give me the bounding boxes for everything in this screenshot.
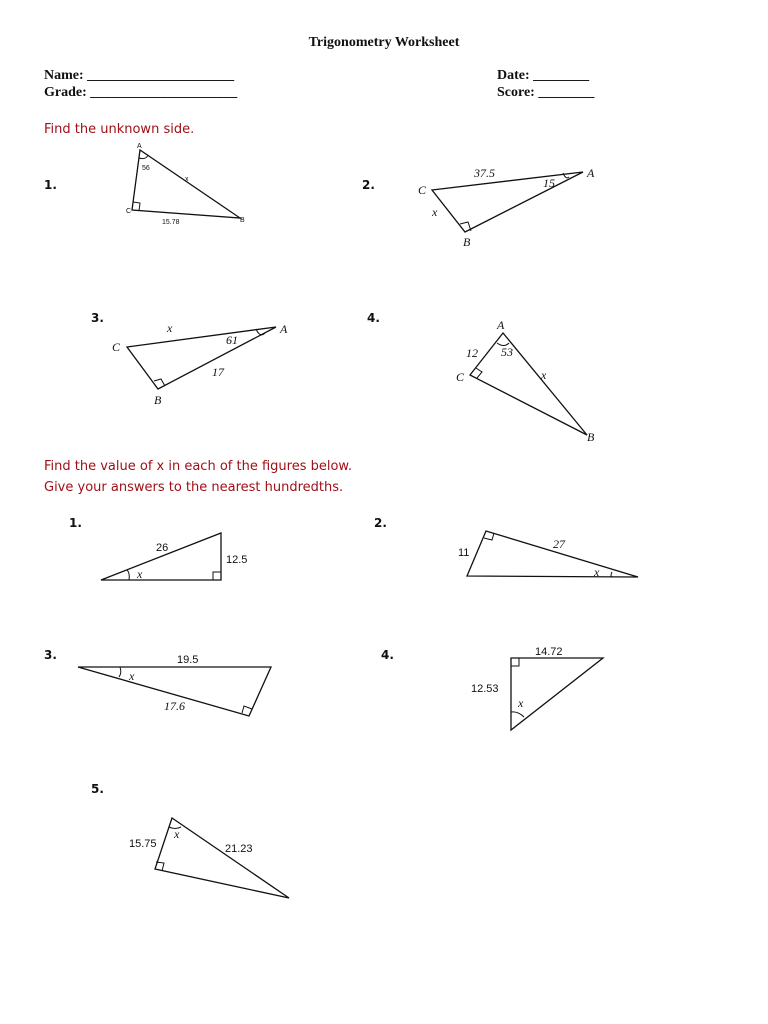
s1-p4-label-side: 12 xyxy=(466,346,478,360)
s1-p3-label-angle: 61 xyxy=(226,333,238,347)
s1-triangle-2 xyxy=(418,166,595,249)
s2-p5-label-left: 15.75 xyxy=(129,838,157,850)
s1-p4-label-angle: 53 xyxy=(501,345,513,359)
s2-p3-label-angle: x xyxy=(129,669,135,683)
s1-problem-1-number: 1. xyxy=(44,178,57,192)
s1-problem-4-number: 4. xyxy=(367,311,380,325)
s2-triangle-1 xyxy=(101,533,247,581)
s1-p1-label-C: C xyxy=(126,208,132,215)
s1-p2-label-C: C xyxy=(418,183,427,197)
s2-p5-label-angle: x xyxy=(174,827,180,841)
s1-triangle-3 xyxy=(112,321,288,407)
s1-problem-2-number: 2. xyxy=(362,178,375,192)
s2-problem-2-number: 2. xyxy=(374,516,387,530)
s1-p2-label-side: x xyxy=(432,205,438,219)
s1-p3-label-C: C xyxy=(112,340,121,354)
s1-triangle-4 xyxy=(456,318,595,444)
name-field[interactable]: Name: _____________________ xyxy=(44,68,235,83)
score-field[interactable]: Score: ________ xyxy=(497,85,595,100)
worksheet-title: Trigonometry Worksheet xyxy=(308,35,460,50)
s2-p1-label-hyp: 26 xyxy=(156,542,169,554)
s1-problem-3-number: 3. xyxy=(91,311,104,325)
s1-p1-label-B: B xyxy=(240,217,245,224)
s2-p4-label-left: 12.53 xyxy=(471,683,499,695)
s2-p3-label-hyp: 19.5 xyxy=(177,654,199,666)
s2-problem-3-number: 3. xyxy=(44,648,57,662)
s1-p3-label-side: 17 xyxy=(212,365,224,379)
s1-p1-label-angle: 56 xyxy=(142,165,150,172)
s1-p2-label-hyp: 37.5 xyxy=(474,166,495,180)
grade-field[interactable]: Grade: _____________________ xyxy=(44,85,238,100)
s2-problem-5-number: 5. xyxy=(91,782,104,796)
s2-p4-label-angle: x xyxy=(518,696,524,710)
s2-p5-label-hyp: 21.23 xyxy=(225,843,253,855)
s1-p1-label-base: 15.78 xyxy=(162,219,180,226)
s1-p2-label-angle: 15 xyxy=(543,176,555,190)
s1-p3-label-A: A xyxy=(280,322,288,336)
s2-p2-label-hyp: 27 xyxy=(553,537,565,551)
section2-instruction-line1: Find the value of x in each of the figures below. xyxy=(44,459,352,474)
s1-p3-label-hyp: x xyxy=(167,321,173,335)
s1-triangle-1 xyxy=(126,143,245,226)
s2-p4-label-top: 14.72 xyxy=(535,646,563,658)
s2-p3-label-leg: 17.6 xyxy=(164,699,185,713)
s1-p4-label-hyp: x xyxy=(541,368,547,382)
s1-p2-label-B: B xyxy=(463,235,471,249)
s2-problem-1-number: 1. xyxy=(69,516,82,530)
s1-p2-label-A: A xyxy=(587,166,595,180)
s1-p1-label-hyp: x xyxy=(185,176,189,183)
s2-p2-label-angle: x xyxy=(594,565,600,579)
s2-triangle-4 xyxy=(471,646,603,730)
s1-p4-label-B: B xyxy=(587,430,595,444)
s2-p1-label-angle: x xyxy=(137,567,143,581)
s1-p1-label-A: A xyxy=(137,143,142,150)
section2-instruction-line2: Give your answers to the nearest hundredths. xyxy=(44,480,344,495)
s1-p4-label-C: C xyxy=(456,370,465,384)
s2-problem-4-number: 4. xyxy=(381,648,394,662)
s2-p1-label-leg: 12.5 xyxy=(226,554,248,566)
date-field[interactable]: Date: ________ xyxy=(497,68,590,83)
s1-p4-label-A: A xyxy=(497,318,505,332)
s1-p3-label-B: B xyxy=(154,393,162,407)
s2-triangle-3 xyxy=(78,654,271,716)
s2-triangle-5 xyxy=(129,818,289,898)
s2-p2-label-leg: 11 xyxy=(458,547,470,559)
section1-instruction: Find the unknown side. xyxy=(44,122,195,137)
s2-triangle-2 xyxy=(458,531,638,579)
